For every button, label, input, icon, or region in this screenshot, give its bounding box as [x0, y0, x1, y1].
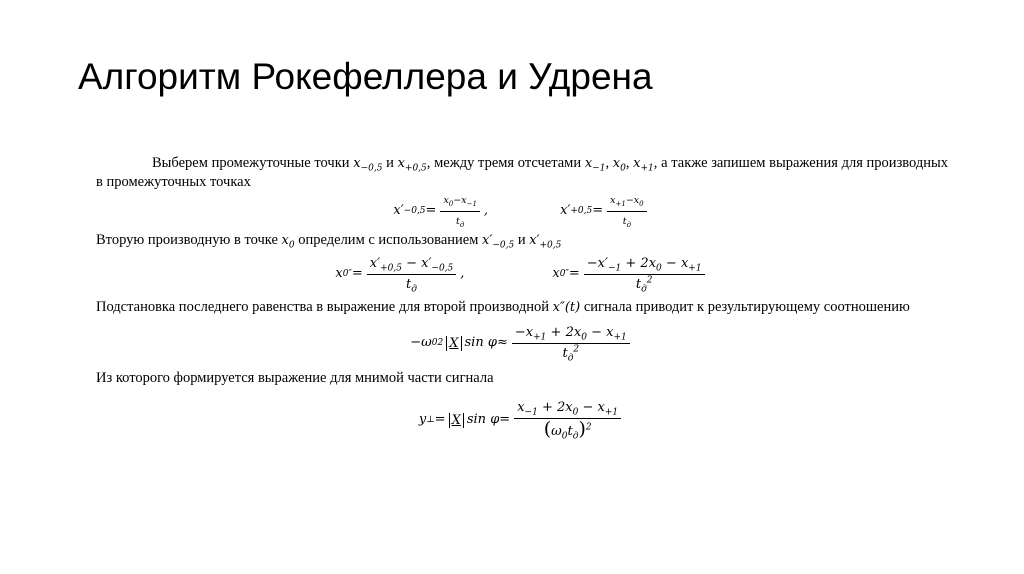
text-span: Выберем промежуточные точки — [152, 155, 354, 171]
fraction: $\frac{-x'_{-1} + 2x_0 - x_{+1}}{t_д^2}$ — [584, 255, 705, 294]
equation-row-result — [96, 317, 948, 369]
text-span: и — [382, 155, 398, 171]
slide-title: Алгоритм Рокефеллера и Удрена — [78, 56, 653, 97]
text-span: , между тремя отсчетами — [426, 155, 585, 171]
equation-y-perp: y ⊥ = X sin φ = $\frac{x_{-1} + 2x_0 - x_{+1}}{(\omega_0t_д)^2}$ — [419, 399, 625, 441]
equation-row-second-derivative — [96, 250, 948, 298]
text-span: Вторую производную в точке — [96, 232, 282, 248]
paragraph-second-derivative — [96, 231, 948, 250]
fraction: $\frac{x_{-1} + 2x_0 - x_{+1}}{(\omega_0t_д)^2}$ — [514, 399, 621, 441]
math-x-m1: $x_{-1}$ — [584, 156, 606, 174]
text-span: Из которого формируется выражение для мнимой части сигнала — [96, 370, 494, 386]
math-x-second-derivative: x″(t) — [552, 300, 581, 315]
math-x-p05: $x_{+0,5}$ — [397, 156, 427, 174]
fraction: $\frac{x_{+1}-x_0}{t_д}$ — [607, 192, 646, 231]
equation-row-imaginary — [96, 387, 948, 453]
paragraph-imaginary — [96, 369, 948, 387]
fraction: $\frac{x'_{+0,5} - x'_{-0,5}}{t_д}$ — [367, 255, 456, 294]
equation-x0-dprime-a: x 0 ″ = $\frac{x'_{+0,5} - x'_{-0,5}}{t_д}$ , — [335, 255, 465, 295]
equation-omega-result: − ω 0 2 X sin φ ≈ $\frac{-x_{+1} + 2x_0 - x_{+1}}{t_д^2}$ — [410, 324, 633, 363]
equation-row-first-derivatives — [96, 191, 948, 231]
text-span: определим с использованием — [294, 232, 483, 248]
text-span: , а также запишем выражения для производных в промежуточных точках — [96, 155, 949, 190]
equation-xprime-p05: x ′ +0,5 = $\frac{x_{+1}-x_0}{t_д}$ — [560, 192, 651, 231]
slide-body — [96, 154, 948, 453]
math-x-0: $x_0$ — [612, 156, 626, 174]
math-x-m05: $x_{-0,5}$ — [353, 156, 383, 174]
text-span: сигнала приводит к результирующему соотношению — [580, 299, 910, 315]
fraction: $\frac{-x_{+1} + 2x_0 - x_{+1}}{t_д^2}$ — [512, 324, 630, 363]
fraction: $\frac{x_0-x_{-1}}{t_д}$ — [440, 192, 479, 231]
equation-xprime-m05: x ′ −0,5 = $\frac{x_0-x_{-1}}{t_д}$ , — [393, 192, 488, 231]
text-span: и — [514, 232, 530, 248]
paragraph-intro: Выберем промежуточные точки $x_{-0,5}$ и $x_{+0,5}$, между тремя отсчетами $x_{-1}$, $x_0$, $x_{+1}$, а также запишем выражения для производных в промежуточных точках — [96, 155, 949, 190]
math-xprime-p05: $x'_{+0,5}$ — [529, 233, 562, 251]
math-x-p1: $x_{+1}$ — [633, 156, 654, 174]
equation-x0-dprime-b: x 0 ″ = $\frac{-x'_{-1} + 2x_0 - x_{+1}}{t_д^2}$ — [552, 255, 708, 294]
math-x-0: $x_0$ — [281, 233, 295, 251]
paragraph-substitution — [96, 298, 948, 317]
text-span: Подстановка последнего равенства в выражение для второй производной — [96, 299, 553, 315]
math-xprime-m05: $x'_{-0,5}$ — [482, 233, 515, 251]
